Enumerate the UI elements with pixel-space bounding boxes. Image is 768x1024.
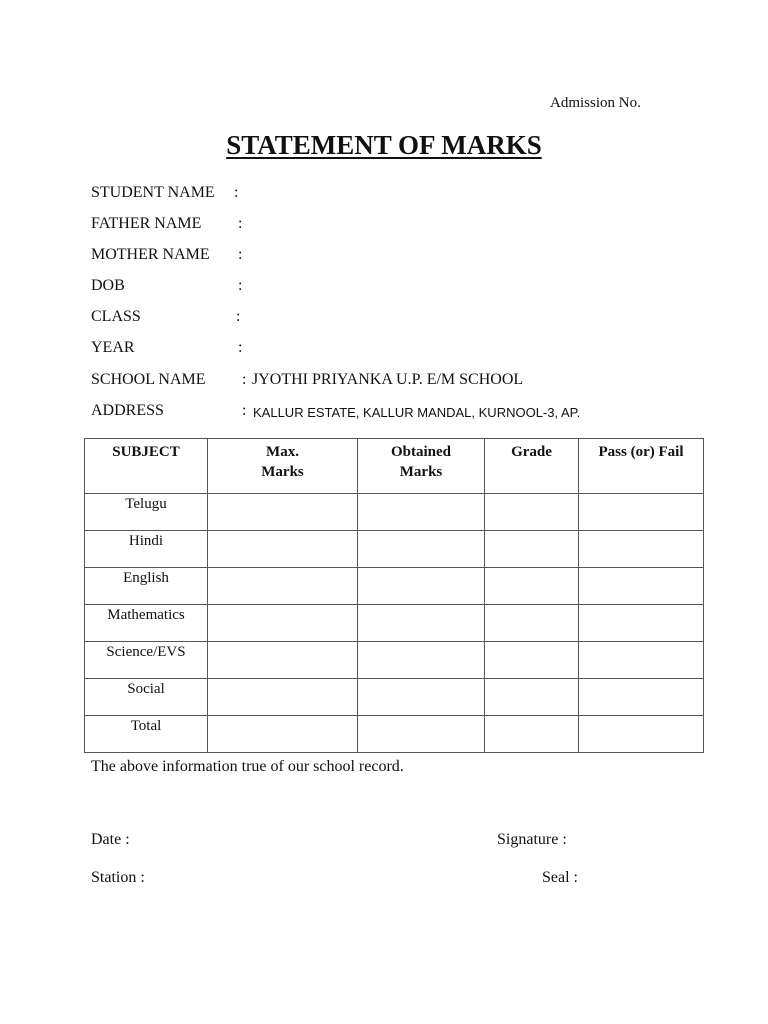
field-label-dob: DOB	[91, 277, 125, 294]
header-grade: Grade	[485, 439, 579, 494]
field-colon: :	[236, 308, 241, 325]
date-label: Date :	[91, 831, 130, 848]
field-label-school-name: SCHOOL NAME	[91, 371, 206, 388]
subject-cell: Telugu	[85, 494, 208, 531]
obtained-marks-cell	[358, 531, 485, 568]
grade-cell	[485, 679, 579, 716]
field-value-school-name: JYOTHI PRIYANKA U.P. E/M SCHOOL	[252, 371, 524, 388]
obtained-marks-cell	[358, 568, 485, 605]
seal-label: Seal :	[542, 869, 578, 886]
field-label-address: ADDRESS	[91, 402, 164, 419]
obtained-marks-cell	[358, 679, 485, 716]
station-label: Station :	[91, 869, 145, 886]
field-value-address: KALLUR ESTATE, KALLUR MANDAL, KURNOOL-3, AP.	[253, 405, 581, 420]
max-marks-cell	[208, 494, 358, 531]
max-marks-cell	[208, 716, 358, 753]
obtained-marks-cell	[358, 642, 485, 679]
pass-fail-cell	[579, 605, 704, 642]
signature-label: Signature :	[497, 831, 567, 848]
subject-cell: Total	[85, 716, 208, 753]
pass-fail-cell	[579, 716, 704, 753]
field-colon: :	[238, 246, 243, 263]
field-label-class: CLASS	[91, 308, 141, 325]
field-label-father-name: FATHER NAME	[91, 215, 202, 232]
table-row	[85, 494, 704, 531]
field-colon: :	[238, 215, 243, 232]
grade-cell	[485, 494, 579, 531]
field-colon: :	[238, 277, 243, 294]
table-row	[85, 568, 704, 605]
field-label-student-name: STUDENT NAME	[91, 184, 215, 201]
field-colon: :	[242, 371, 247, 388]
max-marks-cell	[208, 605, 358, 642]
grade-cell	[485, 642, 579, 679]
table-row	[85, 716, 704, 753]
header-max-marks: Max. Marks	[208, 439, 358, 494]
field-colon: :	[234, 184, 239, 201]
subject-cell: English	[85, 568, 208, 605]
record-statement: The above information true of our school record.	[91, 758, 404, 775]
page-title	[0, 130, 768, 161]
header-obtained-marks: Obtained Marks	[358, 439, 485, 494]
table-row	[85, 642, 704, 679]
pass-fail-cell	[579, 494, 704, 531]
max-marks-cell	[208, 679, 358, 716]
field-colon: :	[242, 402, 247, 419]
pass-fail-cell	[579, 531, 704, 568]
field-label-mother-name: MOTHER NAME	[91, 246, 210, 263]
pass-fail-cell	[579, 679, 704, 716]
subject-cell: Social	[85, 679, 208, 716]
pass-fail-cell	[579, 568, 704, 605]
marks-table	[84, 438, 704, 753]
table-header-row	[85, 439, 704, 494]
grade-cell	[485, 568, 579, 605]
pass-fail-cell	[579, 642, 704, 679]
obtained-marks-cell	[358, 716, 485, 753]
grade-cell	[485, 531, 579, 568]
table-row	[85, 679, 704, 716]
max-marks-cell	[208, 642, 358, 679]
obtained-marks-cell	[358, 605, 485, 642]
field-colon: :	[238, 339, 243, 356]
header-subject: SUBJECT	[85, 439, 208, 494]
table-row	[85, 531, 704, 568]
table-row	[85, 605, 704, 642]
grade-cell	[485, 716, 579, 753]
obtained-marks-cell	[358, 494, 485, 531]
subject-cell: Mathematics	[85, 605, 208, 642]
header-pass-fail: Pass (or) Fail	[579, 439, 704, 494]
subject-cell: Hindi	[85, 531, 208, 568]
title-text: STATEMENT OF MARKS	[226, 130, 542, 160]
subject-cell: Science/EVS	[85, 642, 208, 679]
field-label-year: YEAR	[91, 339, 135, 356]
max-marks-cell	[208, 568, 358, 605]
grade-cell	[485, 605, 579, 642]
max-marks-cell	[208, 531, 358, 568]
admission-number-label: Admission No.	[550, 95, 641, 111]
